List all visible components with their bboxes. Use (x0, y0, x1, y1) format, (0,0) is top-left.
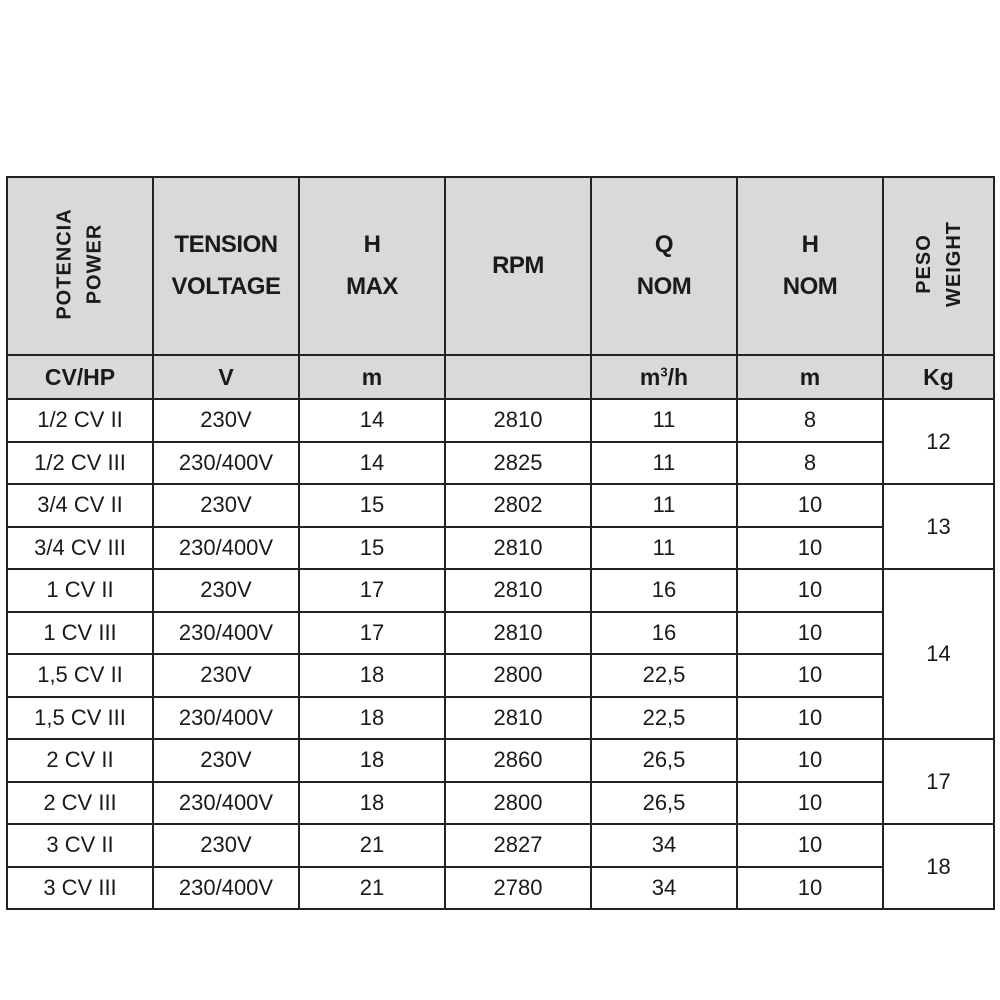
table-row (7, 399, 994, 442)
cell-power: 3 CV II (7, 824, 153, 867)
cell-power: 3/4 CV II (7, 484, 153, 527)
cell-voltage: 230V (153, 484, 299, 527)
cell-qnom: 11 (591, 399, 737, 442)
cell-hmax: 18 (299, 739, 445, 782)
cell-qnom: 22,5 (591, 697, 737, 740)
cell-rpm: 2810 (445, 569, 591, 612)
cell-hnom: 10 (737, 782, 883, 825)
cell-qnom: 11 (591, 527, 737, 570)
cell-hnom: 10 (737, 569, 883, 612)
cell-qnom: 22,5 (591, 654, 737, 697)
unit-hnom: m (737, 355, 883, 399)
cell-power: 1 CV III (7, 612, 153, 655)
cell-hmax: 14 (299, 399, 445, 442)
cell-hmax: 15 (299, 484, 445, 527)
header-power-line2: POWER (84, 223, 106, 304)
cell-hnom: 10 (737, 697, 883, 740)
cell-rpm: 2825 (445, 442, 591, 485)
header-rpm-label: RPM (492, 252, 544, 279)
cell-weight: 17 (883, 739, 994, 824)
spec-table (6, 176, 995, 910)
header-voltage-line2: VOLTAGE (171, 273, 281, 300)
header-power-line1: POTENCIA (54, 207, 76, 320)
cell-voltage: 230/400V (153, 527, 299, 570)
cell-voltage: 230V (153, 824, 299, 867)
units-row (7, 355, 994, 399)
cell-power: 1/2 CV II (7, 399, 153, 442)
cell-hnom: 10 (737, 612, 883, 655)
table-row (7, 484, 994, 527)
cell-hmax: 14 (299, 442, 445, 485)
unit-voltage: V (153, 355, 299, 399)
cell-hnom: 8 (737, 399, 883, 442)
cell-power: 1/2 CV III (7, 442, 153, 485)
unit-power: CV/HP (7, 355, 153, 399)
cell-rpm: 2780 (445, 867, 591, 910)
header-qnom-line2: NOM (636, 273, 692, 300)
cell-qnom: 11 (591, 442, 737, 485)
cell-power: 1 CV II (7, 569, 153, 612)
cell-qnom: 16 (591, 612, 737, 655)
header-hnom (737, 177, 883, 355)
header-hnom-line2: NOM (782, 273, 838, 300)
header-hmax-line1: H (363, 231, 381, 258)
cell-qnom: 26,5 (591, 739, 737, 782)
cell-hnom: 10 (737, 484, 883, 527)
cell-rpm: 2827 (445, 824, 591, 867)
cell-rpm: 2860 (445, 739, 591, 782)
cell-hmax: 18 (299, 782, 445, 825)
unit-hmax: m (299, 355, 445, 399)
cell-hmax: 18 (299, 697, 445, 740)
header-voltage-line1: TENSION (174, 231, 278, 258)
cell-hmax: 18 (299, 654, 445, 697)
cell-hnom: 10 (737, 867, 883, 910)
cell-rpm: 2810 (445, 612, 591, 655)
header-qnom-line1: Q (654, 231, 674, 258)
cell-rpm: 2800 (445, 782, 591, 825)
table-row (7, 867, 994, 910)
cell-qnom: 34 (591, 867, 737, 910)
cell-voltage: 230/400V (153, 612, 299, 655)
unit-qnom-base: m (639, 363, 661, 390)
cell-hnom: 8 (737, 442, 883, 485)
header-hmax (299, 177, 445, 355)
cell-weight: 18 (883, 824, 994, 909)
unit-qnom-suffix: /h (667, 363, 689, 390)
table-row (7, 612, 994, 655)
table-row (7, 442, 994, 485)
header-hnom-line1: H (801, 231, 819, 258)
header-row (7, 177, 994, 355)
cell-qnom: 26,5 (591, 782, 737, 825)
table-row (7, 569, 994, 612)
cell-hmax: 17 (299, 569, 445, 612)
table-row (7, 824, 994, 867)
header-weight-line1: PESO (912, 233, 935, 294)
cell-hnom: 10 (737, 527, 883, 570)
cell-voltage: 230V (153, 569, 299, 612)
cell-voltage: 230V (153, 654, 299, 697)
table-row (7, 782, 994, 825)
unit-weight: Kg (883, 355, 994, 399)
table-row (7, 527, 994, 570)
header-rpm (445, 177, 591, 355)
header-qnom (591, 177, 737, 355)
cell-voltage: 230/400V (153, 867, 299, 910)
cell-qnom: 11 (591, 484, 737, 527)
cell-hnom: 10 (737, 654, 883, 697)
cell-voltage: 230/400V (153, 442, 299, 485)
cell-hmax: 21 (299, 867, 445, 910)
cell-voltage: 230/400V (153, 782, 299, 825)
table-row (7, 654, 994, 697)
cell-rpm: 2802 (445, 484, 591, 527)
table-row (7, 739, 994, 782)
cell-rpm: 2810 (445, 697, 591, 740)
cell-power: 3 CV III (7, 867, 153, 910)
cell-hmax: 21 (299, 824, 445, 867)
cell-voltage: 230/400V (153, 697, 299, 740)
cell-hmax: 17 (299, 612, 445, 655)
header-weight (883, 177, 994, 355)
cell-weight: 12 (883, 399, 994, 484)
cell-power: 1,5 CV II (7, 654, 153, 697)
cell-power: 2 CV II (7, 739, 153, 782)
cell-voltage: 230V (153, 399, 299, 442)
cell-rpm: 2800 (445, 654, 591, 697)
cell-hnom: 10 (737, 739, 883, 782)
cell-voltage: 230V (153, 739, 299, 782)
cell-rpm: 2810 (445, 527, 591, 570)
table-row (7, 697, 994, 740)
unit-rpm (445, 355, 591, 399)
header-power (7, 177, 153, 355)
header-weight-line2: WEIGHT (942, 220, 965, 307)
cell-power: 3/4 CV III (7, 527, 153, 570)
header-hmax-line2: MAX (346, 273, 398, 300)
unit-qnom (591, 355, 737, 399)
cell-hmax: 15 (299, 527, 445, 570)
cell-weight: 13 (883, 484, 994, 569)
cell-power: 1,5 CV III (7, 697, 153, 740)
header-voltage (153, 177, 299, 355)
cell-weight: 14 (883, 569, 994, 739)
cell-qnom: 34 (591, 824, 737, 867)
cell-power: 2 CV III (7, 782, 153, 825)
cell-hnom: 10 (737, 824, 883, 867)
cell-rpm: 2810 (445, 399, 591, 442)
unit-qnom-exp: 3 (660, 363, 668, 379)
cell-qnom: 16 (591, 569, 737, 612)
